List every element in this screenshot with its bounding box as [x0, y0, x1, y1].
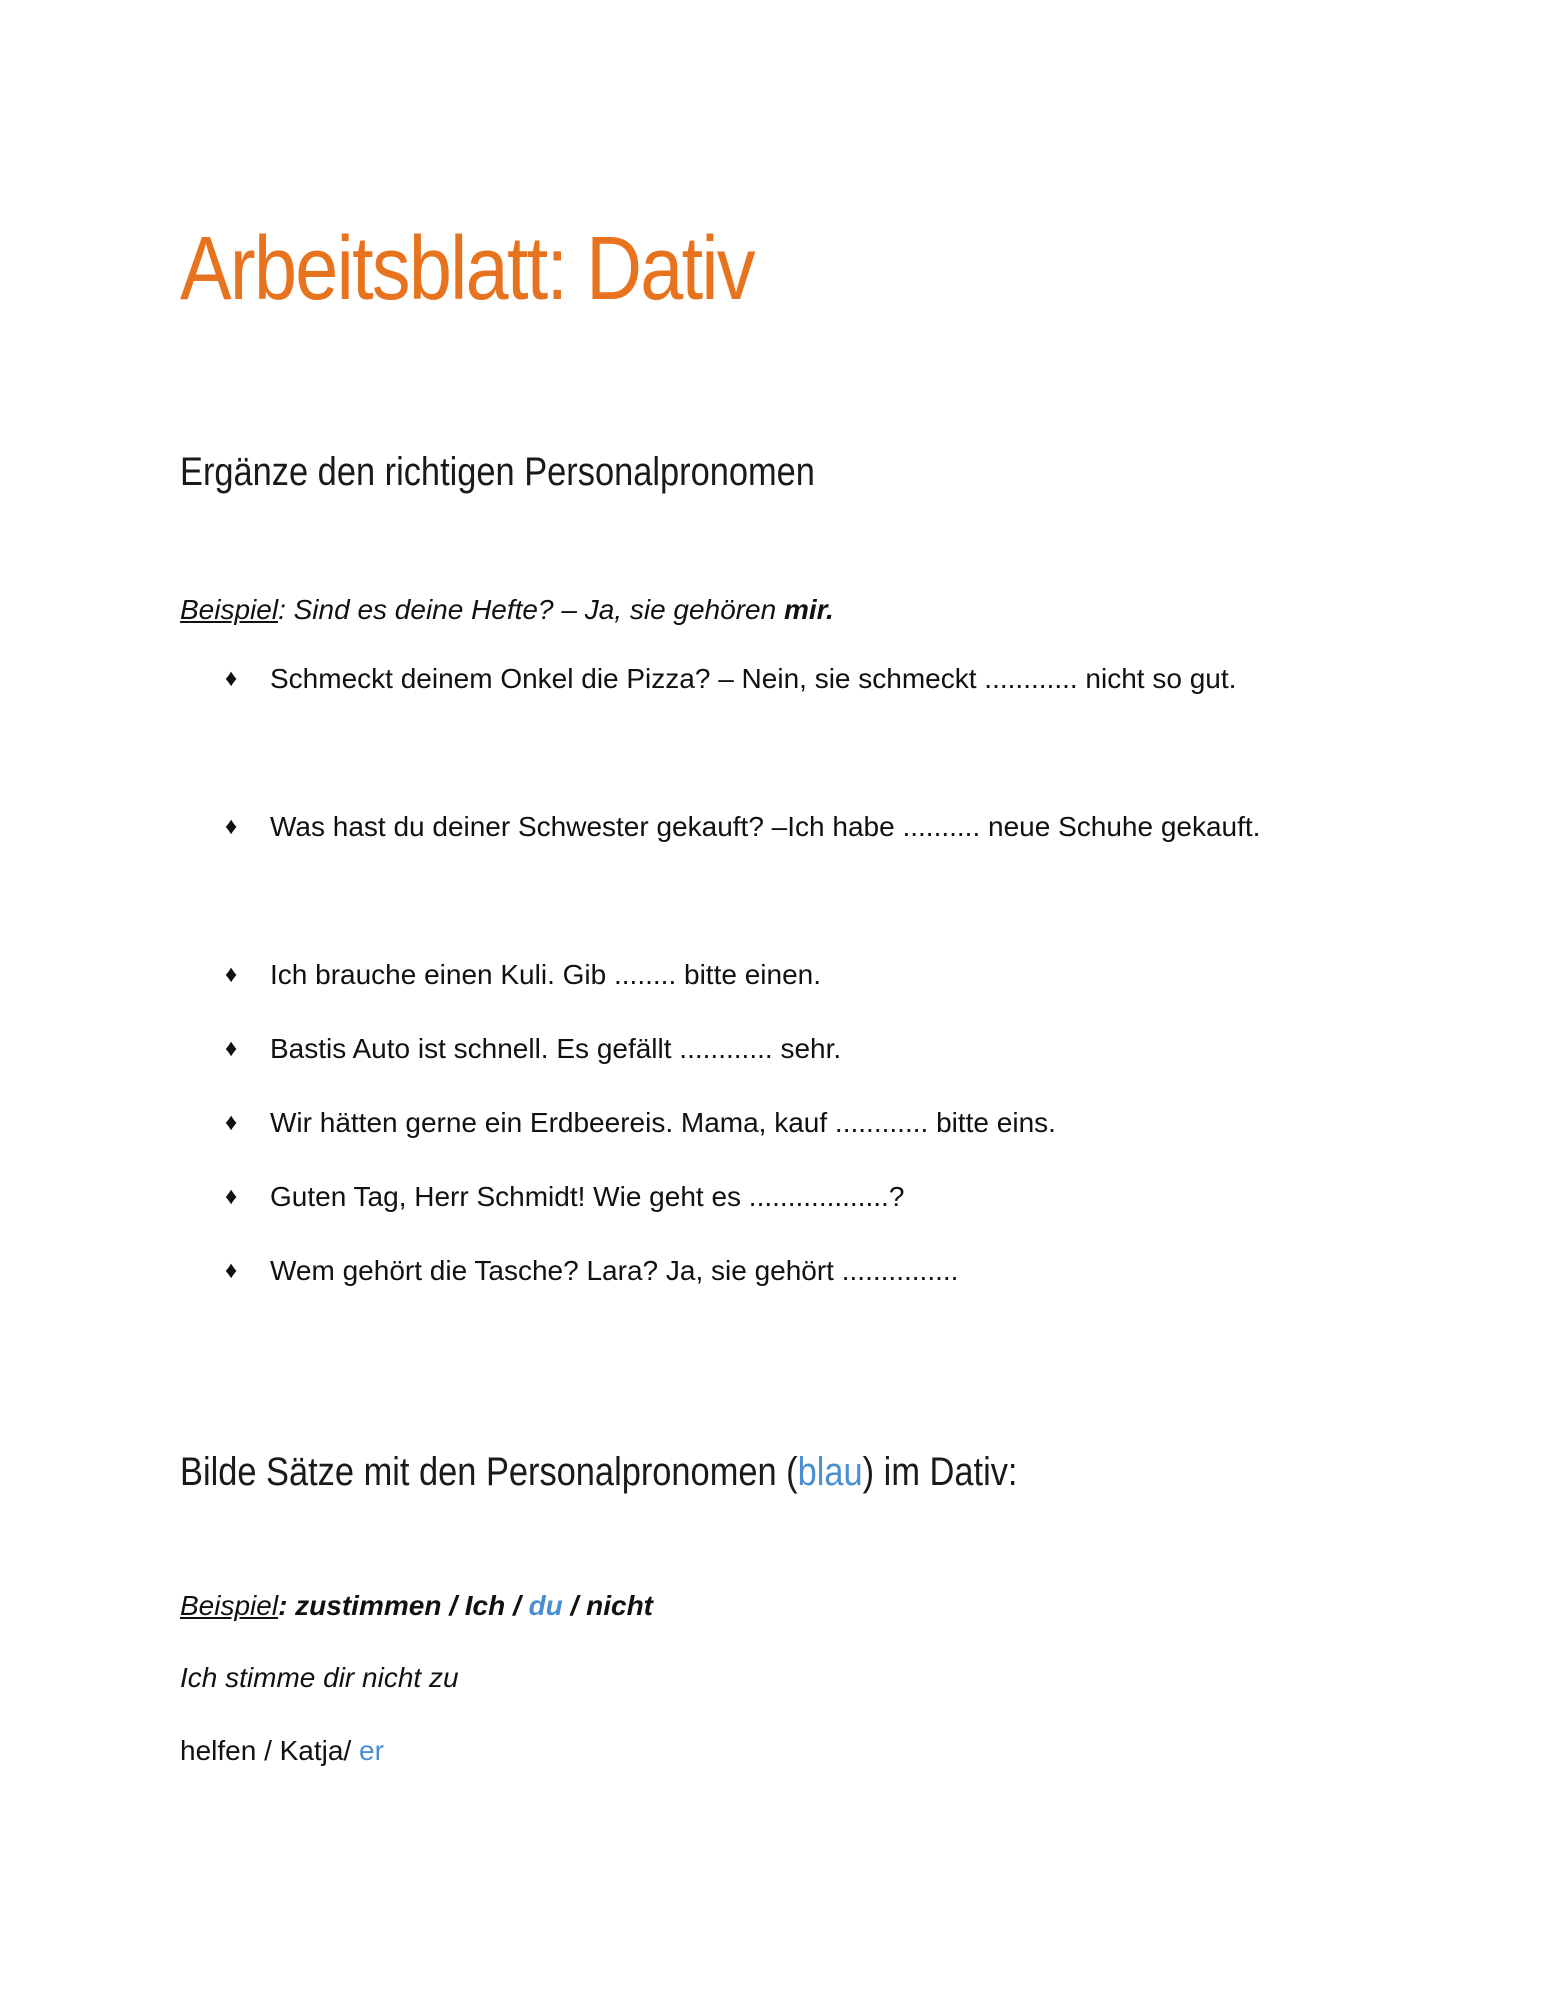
section2-heading-blue: blau: [797, 1450, 863, 1494]
list-item-text: Ich brauche einen Kuli. Gib ........ bitte einen.: [270, 959, 821, 990]
section1-example: [180, 594, 834, 626]
diamond-bullet-icon: ♦: [225, 961, 238, 988]
list-item-text: Guten Tag, Herr Schmidt! Wie geht es ..................?: [270, 1181, 905, 1212]
page-title: Arbeitsblatt: Dativ: [180, 219, 754, 319]
diamond-bullet-icon: ♦: [225, 813, 238, 840]
example-answer: mir: [783, 594, 826, 625]
example-colon: :: [278, 1590, 288, 1621]
task-line: [180, 1735, 384, 1767]
task-text: helfen / Katja/: [180, 1735, 360, 1766]
example-label: Beispiel: [180, 1590, 279, 1621]
list-item-text: Schmeckt deinem Onkel die Pizza? – Nein, sie schmeckt ............ nicht so gut.: [270, 663, 1237, 694]
task-pronoun: er: [359, 1735, 384, 1766]
example-colon: :: [278, 594, 286, 625]
list-item-text: Wir hätten gerne ein Erdbeereis. Mama, kauf ............ bitte eins.: [270, 1107, 1056, 1138]
section1-heading: Ergänze den richtigen Personalpronomen: [180, 450, 815, 494]
list-item-text: Bastis Auto ist schnell. Es gefällt ............ sehr.: [270, 1033, 842, 1064]
example-part2: / nicht: [562, 1590, 654, 1621]
diamond-bullet-icon: ♦: [225, 665, 238, 692]
example-part1: zustimmen / Ich /: [287, 1590, 529, 1621]
diamond-bullet-icon: ♦: [225, 1035, 238, 1062]
diamond-bullet-icon: ♦: [225, 1183, 238, 1210]
example-end: .: [825, 594, 834, 625]
section2-heading: [180, 1450, 1017, 1495]
example-pronoun: du: [528, 1590, 563, 1621]
section2-heading-end: ) im Dativ:: [862, 1450, 1018, 1494]
diamond-bullet-icon: ♦: [225, 1257, 238, 1284]
example-text: Sind es deine Hefte? – Ja, sie gehören: [285, 594, 784, 625]
example-label: Beispiel: [180, 594, 279, 625]
example-answer-sentence: Ich stimme dir nicht zu: [180, 1662, 459, 1693]
list-item-text: Was hast du deiner Schwester gekauft? –Ich habe .......... neue Schuhe gekauft.: [270, 811, 1261, 842]
diamond-bullet-icon: ♦: [225, 1109, 238, 1136]
list-item-text: Wem gehört die Tasche? Lara? Ja, sie gehört ...............: [270, 1255, 959, 1286]
section2-heading-start: Bilde Sätze mit den Personalpronomen (: [180, 1450, 798, 1494]
section2-example: [180, 1590, 653, 1622]
